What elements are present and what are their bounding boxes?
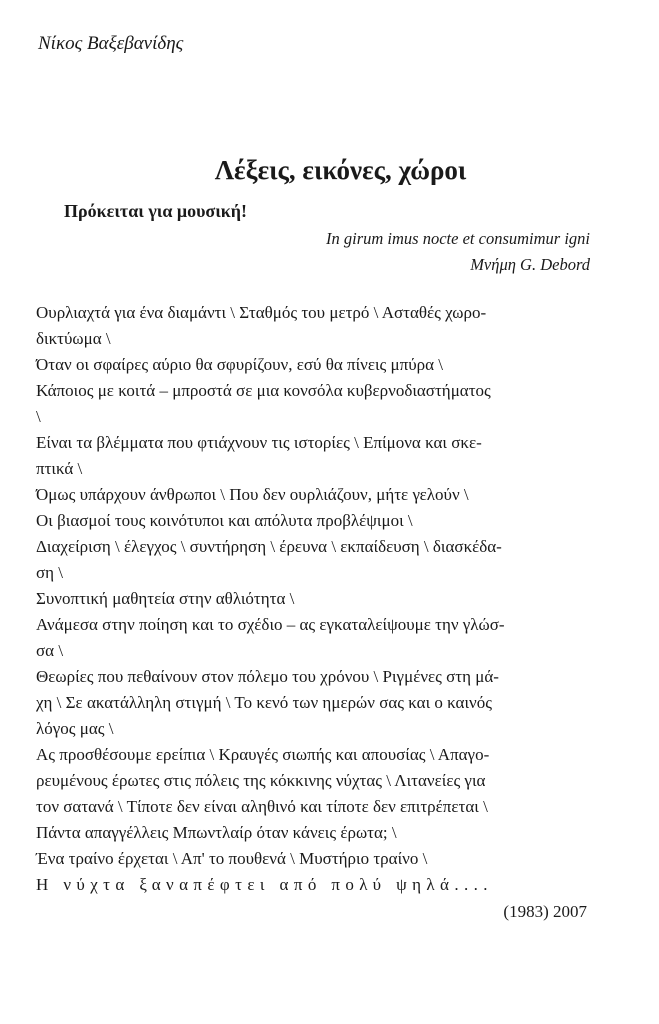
running-head-author: Νίκος Βαξεβανίδης <box>38 33 184 54</box>
epigraph-attribution: Μνήμη G. Debord <box>470 255 590 274</box>
poem-line: Ανάμεσα στην ποίηση και το σχέδιο – ας εγκαταλείψουμε την γλώσ- <box>36 615 505 634</box>
epigraph-quote: In girum imus nocte et consumimur igni <box>326 229 590 248</box>
poem-line: Πάντα απαγγέλλεις Μπωντλαίρ όταν κάνεις έρωτα; \ <box>36 823 397 842</box>
poem-line: ρευμένους έρωτες στις πόλεις της κόκκινης νύχτας \ Λιτανείες για <box>36 771 486 790</box>
poem-line-final: Η νύχτα ξαναπέφτει από πολύ ψηλά.... <box>36 875 493 894</box>
poem-subtitle: Πρόκειται για μουσική! <box>64 201 247 221</box>
poem-line: χη \ Σε ακατάλληλη στιγμή \ Το κενό των ημερών σας και ο καινός <box>36 693 492 712</box>
poem-line: Ένα τραίνο έρχεται \ Απ' το πουθενά \ Μυστήριο τραίνο \ <box>36 849 428 868</box>
poem-line: Όταν οι σφαίρες αύριο θα σφυρίζουν, εσύ θα πίνεις μπύρα \ <box>36 355 444 374</box>
poem-line: πτικά \ <box>36 459 83 478</box>
poem-line: λόγος μας \ <box>36 719 114 738</box>
poem-line: \ <box>36 407 41 426</box>
poem-line: Συνοπτική μαθητεία στην αθλιότητα \ <box>36 589 295 608</box>
poem-line: Είναι τα βλέμματα που φτιάχνουν τις ιστορίες \ Επίμονα και σκε- <box>36 433 482 452</box>
composition-date: (1983) 2007 <box>503 902 587 921</box>
poem-line: Ας προσθέσουμε ερείπια \ Κραυγές σιωπής και απουσίας \ Απαγο- <box>36 745 490 764</box>
poem-line: ση \ <box>36 563 64 582</box>
poem-line: σα \ <box>36 641 64 660</box>
poem-line: Οι βιασμοί τους κοινότυποι και απόλυτα προβλέψιμοι \ <box>36 511 413 530</box>
poem-title: Λέξεις, εικόνες, χώροι <box>214 155 467 185</box>
poem-body <box>36 300 596 898</box>
poem-line: τον σατανά \ Τίποτε δεν είναι αληθινό και τίποτε δεν επιτρέπεται \ <box>36 797 488 816</box>
poem-line: Θεωρίες που πεθαίνουν στον πόλεμο του χρόνου \ Ριγμένες στη μά- <box>36 667 499 686</box>
poem-line: Διαχείριση \ έλεγχος \ συντήρηση \ έρευνα \ εκπαίδευση \ διασκέδα- <box>36 537 502 556</box>
poem-line: Όμως υπάρχουν άνθρωποι \ Που δεν ουρλιάζουν, μήτε γελούν \ <box>36 485 469 504</box>
poem-line: δικτύωμα \ <box>36 329 111 348</box>
epigraph <box>326 226 590 278</box>
poem-line: Κάποιος με κοιτά – μπροστά σε μια κονσόλα κυβερνοδιαστήματος <box>36 381 491 400</box>
poem-line: Ουρλιαχτά για ένα διαμάντι \ Σταθμός του μετρό \ Ασταθές χωρο- <box>36 303 487 322</box>
